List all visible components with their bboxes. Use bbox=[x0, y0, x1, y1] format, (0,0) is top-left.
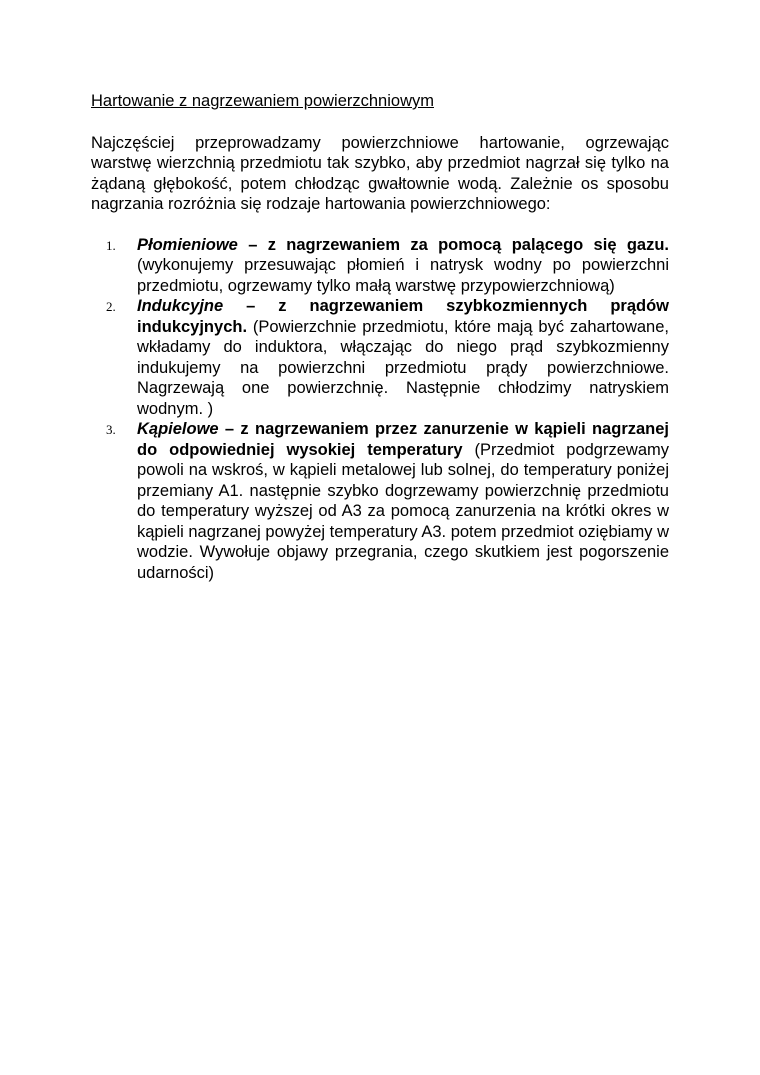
list-number: 1. bbox=[106, 237, 116, 253]
hardening-types-list bbox=[91, 235, 669, 584]
item-term: Płomieniowe bbox=[137, 235, 238, 254]
list-item bbox=[106, 296, 669, 419]
item-term: Kąpielowe bbox=[137, 420, 219, 438]
item-detail: (wykonujemy przesuwając płomień i natrysk wodny po powierzchni przedmiotu, ogrzewamy tylko małą warstwę przypowierzchniową) bbox=[137, 256, 669, 295]
list-item bbox=[106, 419, 669, 583]
item-lead: – z nagrzewaniem przez zanurzenie w kąpieli nagrzanej do odpowiedniej wysokiej temperatury bbox=[137, 420, 669, 459]
document-title: Hartowanie z nagrzewaniem powierzchniowym bbox=[91, 92, 434, 110]
intro-paragraph: Najczęściej przeprowadzamy powierzchniowe hartowanie, ogrzewając warstwę wierzchnią przedmiotu tak szybko, aby przedmiot nagrzał się tylko na żądaną głębokość, potem chłodząc gwałtownie wodą. Zależnie os sposobu nagrzania rozróżnia się rodzaje hartowania powierzchniowego: bbox=[91, 133, 669, 213]
list-number: 3. bbox=[106, 422, 116, 437]
item-lead: – z nagrzewaniem szybkozmiennych prądów indukcyjnych. bbox=[137, 297, 669, 336]
item-detail: (Powierzchnie przedmiotu, które mają być zahartowane, wkładamy do induktora, włączając do niego prąd szybkozmienny indukujemy na powierzchni przedmiotu prądy powierzchniowe. Nagrzewają one powierzchnię. Następnie chłodzimy natryskiem wodnym. ) bbox=[137, 317, 669, 418]
item-lead: – z nagrzewaniem za pomocą palącego się gazu. bbox=[237, 235, 669, 254]
list-item bbox=[106, 235, 669, 297]
list-number: 2. bbox=[106, 299, 116, 314]
item-term: Indukcyjne bbox=[137, 297, 224, 315]
item-detail: (Przedmiot podgrzewamy powoli na wskroś, w kąpieli metalowej lub solnej, do temperatury poniżej przemiany A1. następnie szybko dogrzewamy powierzchnię przedmiotu do temperatury wyższej od A3 za pomocą zanurzenia na krótki okres w kąpieli nagrzanej powyżej temperatury A3. potem przedmiot oziębiamy w wodzie. Wywołuje objawy przegrania, czego skutkiem jest pogorszenie udarności) bbox=[137, 440, 669, 582]
